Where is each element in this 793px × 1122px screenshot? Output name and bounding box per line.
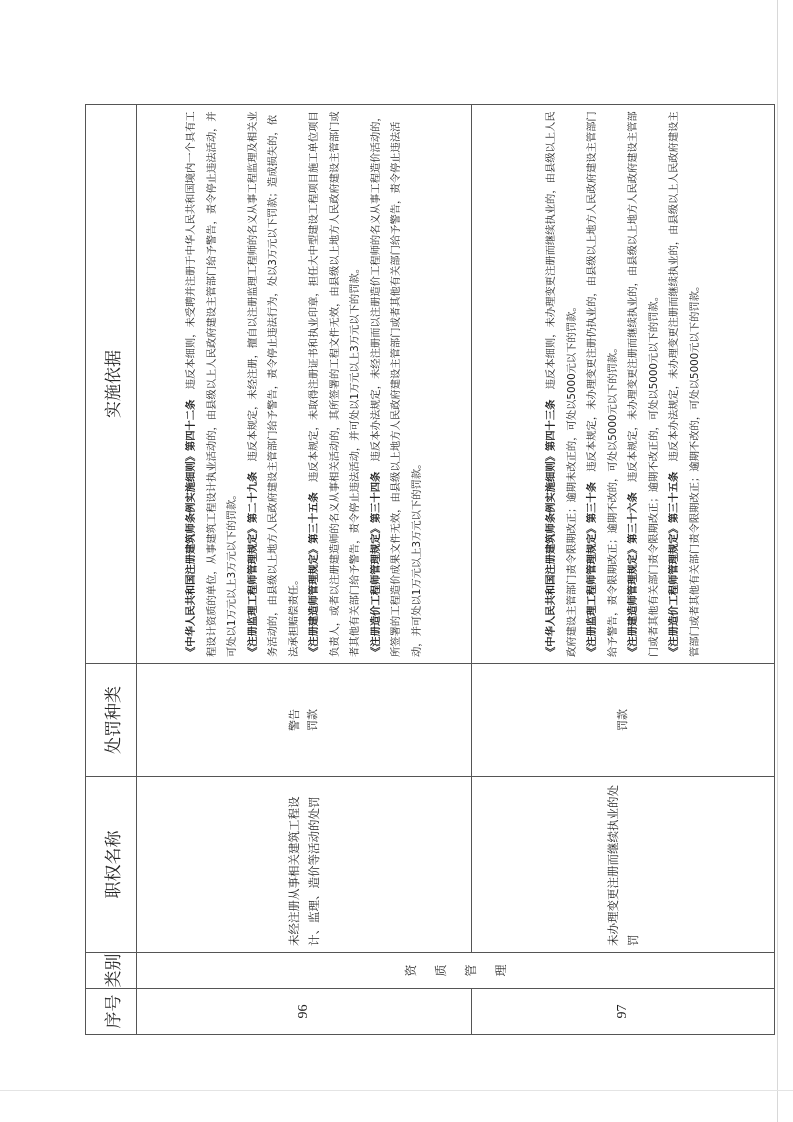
row-number: 97 (472, 989, 775, 1035)
category-cell (137, 953, 775, 989)
category-char: 资 (403, 964, 418, 977)
law-title: 《中华人民共和国注册建筑师条例实施细则》第四十二条 (185, 399, 197, 657)
header-category: 类别 (86, 953, 137, 989)
law-title: 《中华人民共和国注册建筑师条例实施细则》第四十三条 (545, 399, 557, 657)
header-no: 序号 (86, 989, 137, 1035)
table-row (137, 105, 472, 1035)
law-title: 《注册建造师管理规定》第三十五条 (308, 492, 320, 657)
penalty-type: 罚款 (306, 709, 319, 731)
basis-paragraph (366, 111, 428, 657)
basis-paragraph (243, 111, 305, 657)
law-title: 《注册造价工程师管理规定》第三十五条 (668, 471, 680, 657)
law-title: 《注册监理工程师管理规定》第三十条 (586, 481, 598, 657)
law-title: 《注册监理工程师管理规定》第二十九条 (246, 471, 259, 657)
rotated-page (85, 105, 773, 1035)
law-text: 违反本规定，未办理变更注册而继续执业的，由县级以上地方人民政府建设主管部门或者其他有关部门责令限期改正；逾期不改正的，可处以5000元以下的罚款。 (627, 111, 660, 657)
scan-edge (777, 0, 778, 1122)
law-text: 违反本规定，未办理变更注册仍执业的，由县级以上地方人民政府建设主管部门给予警告，责令限期改正；逾期不改的，可处以5000元以下的罚款。 (586, 111, 619, 657)
row-number: 96 (137, 989, 472, 1035)
basis-paragraph (181, 111, 243, 657)
law-title: 《注册建造师管理规定》第三十六条 (627, 492, 639, 657)
law-text: 违反本规定，未经注册，擅自以注册监理工程师的名义从事工程监理及相关业务活动的，由县级以上地方人民政府建设主管部门给予警告，责令停止违法行为，处以3万元以下罚款；造成损失的，依法承担赔偿责任。 (246, 111, 300, 657)
category-char: 理 (493, 964, 508, 977)
header-basis: 实施依据 (86, 105, 137, 664)
category-char: 质 (433, 964, 448, 977)
law-text: 违反本细则，未受聘并注册于中华人民共和国境内一个具有工程设计资质的单位，从事建筑工程设计执业活动的，由县级以上人民政府建设主管部门给予警告，责令停止违法活动，并可处以1万元以上3万元以下的罚款。 (185, 111, 238, 657)
law-text: 违反本办法规定，未经注册而以注册造价工程师的名义从事工程造价活动的，所签署的工程造价成果文件无效，由县级以上地方人民政府建设主管部门或者其他有关部门给予警告，责令停止违法活动，并可处以1万元以上3万元以下的罚款。 (369, 111, 423, 657)
legal-basis (137, 105, 472, 664)
basis-paragraph (304, 111, 366, 657)
header-penalty: 处罚种类 (86, 664, 137, 777)
basis-paragraph (664, 111, 705, 657)
law-text: 违反本规定，未取得注册证书和执业印章，担任大中型建设工程项目施工单位项目负责人，或者以注册建造师的名义从事相关活动的，其所签署的工程文件无效，由县级以上地方人民政府建设主管部门或者其他有关部门给予警告，责令停止违法活动，并可处以1万元以上3万元以下的罚款。 (308, 111, 361, 657)
law-text: 违反本细则，未办理变更注册而继续执业的，由县级以上人民政府建设主管部门责令限期改正；逾期未改正的，可处以5000元以下的罚款。 (545, 111, 578, 657)
scan-edge (0, 1090, 793, 1091)
legal-basis (472, 105, 775, 664)
penalty-types (472, 664, 775, 777)
law-title: 《注册造价工程师管理规定》第三十四条 (369, 471, 382, 657)
basis-paragraph (541, 111, 582, 657)
penalty-table (85, 104, 775, 1035)
table-row (472, 105, 775, 1035)
table-header-row (86, 105, 137, 1035)
penalty-type: 警告 (288, 709, 301, 731)
law-text: 违反本办法规定，未办理变更注册而继续执业的，由县级以上人民政府建设主管部门或者其他有关部门责令限期改正；逾期不改的，可处以5000元以下的罚款。 (668, 111, 701, 657)
authority-name: 未办理变更注册而继续执业的处罚 (472, 777, 775, 953)
basis-paragraph (623, 111, 664, 657)
authority-name: 未经注册从事相关建筑工程设计、监理、造价等活动的处罚 (137, 777, 472, 953)
penalty-types (137, 664, 472, 777)
category-char: 管 (463, 964, 478, 977)
basis-paragraph (582, 111, 623, 657)
penalty-type: 罚款 (616, 709, 629, 731)
header-name: 职权名称 (86, 777, 137, 953)
